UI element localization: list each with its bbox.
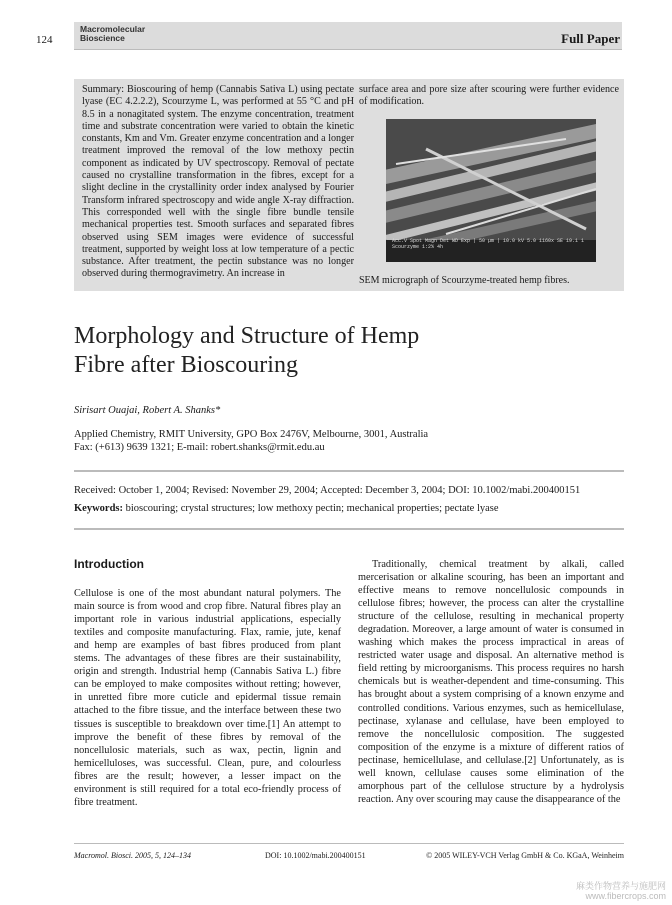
page-number: 124 — [36, 34, 53, 46]
divider-top — [74, 470, 624, 472]
watermark-line1: 麻类作物营养与施肥网 — [575, 881, 666, 891]
watermark-line2: www.fibercrops.com — [585, 891, 666, 901]
affiliation-line1: Applied Chemistry, RMIT University, GPO Box 2476V, Melbourne, 3001, Australia — [74, 429, 429, 440]
summary-right-text: surface area and pore size after scouring were further evidence of modification. — [359, 84, 619, 108]
right-column — [358, 558, 624, 806]
summary-box — [74, 79, 624, 291]
footer-divider — [74, 843, 624, 844]
sem-micrograph-image — [386, 119, 596, 262]
title-line2: Fibre after Bioscouring — [74, 352, 298, 378]
footer-doi: DOI: 10.1002/mabi.200400151 — [265, 851, 366, 860]
footer-copyright: © 2005 WILEY-VCH Verlag GmbH & Co. KGaA, Weinheim — [426, 851, 624, 860]
left-column — [74, 558, 341, 809]
journal-name-line2: Bioscience — [80, 33, 125, 43]
affiliation-line2: Fax: (+613) 9639 1321; E-mail: robert.shanks@rmit.edu.au — [74, 442, 325, 453]
section-label: Full Paper — [561, 31, 620, 46]
watermark — [576, 881, 666, 901]
header-divider — [74, 49, 622, 50]
summary-left-text: Summary: Bioscouring of hemp (Cannabis Sativa L) using pectate lyase (EC 4.2.2.2), Scourzyme L, was performed at 55 °C and pH 8.5 in a nonagitated system. The enzyme concentration, treatment time and substrate concentration were varied to obtain the kinetic constants, Km and Vm. Greater enzyme concentration and a longer treatment improved the removal of the low methoxy pectin component as indicated by UV spectroscopy. Removal of pectate caused no crystalline transformation in the fibres, except for a slight decline in the crystallinity order index analysed by Fourier Transform infrared spectroscopy and wide angle X-ray diffraction. This corresponded well with the single fibre bundle tensile mechanical properties test. Smooth surfaces and separated fibres observed using SEM images were evidence of successful treatment, supported by weight loss at low temperature of a pectic substance. After treatment, the pectin substance was no longer observed during thermogravimetry. An increase in — [82, 84, 354, 280]
figure-caption: SEM micrograph of Scourzyme-treated hemp fibres. — [359, 275, 570, 286]
intro-paragraph-2: Traditionally, chemical treatment by alkali, called mercerisation or alkaline scouring, has been an important and effective means to remove noncellulosic compounds in cellulose fibres; however, the process can alter the crystalline structure of the cellulose, resulting in mechanical property degradation. Moreover, a large amount of water is consumed in washing which makes the process impractical in areas of restricted water usage and disposal. An alternative method is field retting by microorganisms. This process requires no harsh chemicals but is weather-dependent and time-consuming. This has brought about a system comprising of a known enzyme and controlled conditions. Various enzymes, such as hemicellulase, pectinase, xylanase and cellulase, have been employed to remove the noncellulosic composition. The suggested composition of the enzyme is a mixture of different ratios of pectinase, hemicellulase, and cellulase.[2] Unfortunately, as is well known, cellulase causes some elimination of the amorphous part of the cellulose structure by a hydrolysis reaction. Any over scouring may cause the disappearance of the — [358, 559, 624, 805]
footer-citation: Macromol. Biosci. 2005, 5, 124–134 — [74, 851, 192, 860]
journal-name-line1: Macromolecular — [80, 24, 146, 34]
journal-logo — [80, 25, 145, 43]
title-line1: Morphology and Structure of Hemp — [74, 323, 420, 349]
divider-bottom — [74, 528, 624, 530]
received-dates: Received: October 1, 2004; Revised: November 29, 2004; Accepted: December 3, 2004; DOI: 10.1002/mabi.200400151 — [74, 485, 581, 496]
intro-paragraph: Cellulose is one of the most abundant natural polymers. The main source is from wood and crop fibre. Natural fibres play an important role in various industrial applications, especially textiles and composite manufacturing. Flax, ramie, jute, kenaf and hemp are examples of bast fibres produced from plant stems. The advantages of these fibres are their sustainability, origin and strength. Industrial hemp (Cannabis Sativa L.) fibre can be employed to make composites without retting; however, in unretted fibre more cuticle and epidermal tissue remain attached to the fibre tissue, and the interface between these two tissues is susceptible to breakdown over time.[1] An attempt to improve the benefit of these fibres by removal of the noncellulosic materials, such as wax, pectin, lignin and hemicelluloses, was successful. Clean, pure, and colourless fibres are the result; however, a lesser impact on the environment is still required for a total eco-friendly process of fibre treatment. — [74, 588, 341, 808]
article-title — [74, 322, 594, 380]
sem-info-text: Acc.V Spot Magn Det WD Exp | 50 µm | 10.0 kV 5.0 1160x SE 19.1 1 Scourzyme 1:2% 4h — [392, 238, 585, 250]
authors: Sirisart Ouajai, Robert A. Shanks* — [74, 405, 221, 416]
affiliation — [74, 428, 428, 454]
keywords-label: Keywords: — [74, 503, 123, 514]
section-heading: Introduction — [74, 557, 144, 571]
header-band — [74, 22, 622, 49]
keywords-list: bioscouring; crystal structures; low methoxy pectin; mechanical properties; pectate lyase — [125, 503, 499, 514]
keywords — [74, 503, 499, 514]
